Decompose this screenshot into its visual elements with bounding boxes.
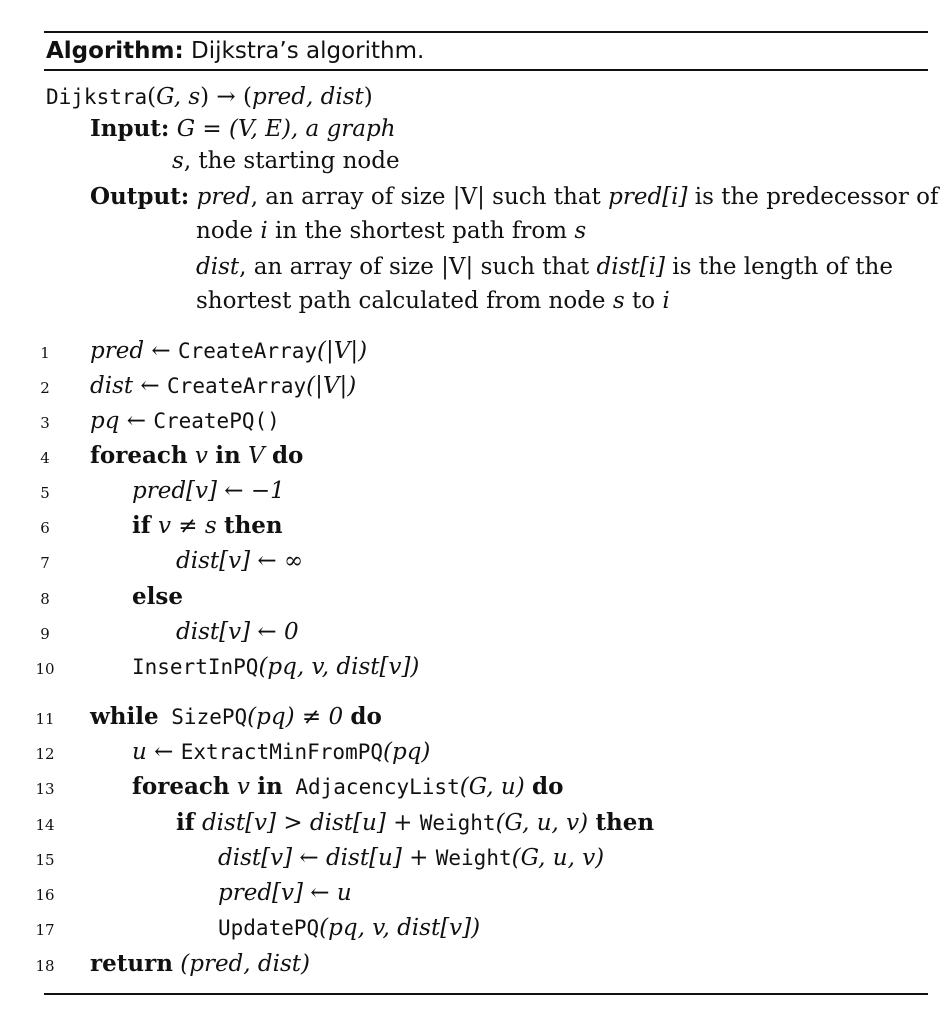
code-line: pred[v] ← u	[218, 880, 352, 906]
output-line-3: dist, an array of size |V| such that dist[i] is the length of the	[196, 254, 893, 280]
line-number: 8	[40, 590, 50, 608]
line-number: 18	[35, 957, 55, 975]
caption-label: Algorithm:	[46, 38, 184, 64]
code-line: return (pred, dist)	[90, 950, 310, 977]
code-line: u ← ExtractMinFromPQ(pq)	[132, 739, 431, 765]
code-line: foreach v in AdjacencyList(G, u) do	[132, 773, 564, 800]
caption-rule	[44, 69, 928, 71]
code-line: dist ← CreateArray(|V|)	[90, 373, 357, 399]
line-number: 6	[40, 519, 50, 537]
algorithm-caption	[46, 36, 424, 66]
line-number: 11	[35, 710, 55, 728]
caption-title: Dijkstra’s algorithm.	[191, 38, 425, 64]
code-line: if dist[v] > dist[u] + Weight(G, u, v) then	[176, 809, 655, 836]
code-line: InsertInPQ(pq, v, dist[v])	[132, 654, 420, 680]
line-number: 2	[40, 379, 50, 397]
output-line-2: node i in the shortest path from s	[196, 218, 587, 244]
line-number: 7	[40, 554, 50, 572]
line-number: 15	[35, 851, 55, 869]
top-rule	[44, 31, 928, 33]
line-number: 14	[35, 816, 55, 834]
code-line: foreach v in V do	[90, 442, 304, 469]
code-line: dist[v] ← 0	[176, 619, 299, 645]
code-line: UpdatePQ(pq, v, dist[v])	[218, 915, 481, 941]
code-line: else	[132, 583, 183, 610]
line-number: 17	[35, 921, 55, 939]
output-line-4: shortest path calculated from node s to i	[196, 288, 670, 314]
code-line: pred ← CreateArray(|V|)	[90, 338, 368, 364]
line-number: 9	[40, 625, 50, 643]
code-line: if v ≠ s then	[132, 512, 283, 539]
code-line: while SizePQ(pq) ≠ 0 do	[90, 703, 382, 730]
function-args: G, s	[156, 84, 201, 110]
line-number: 16	[35, 886, 55, 904]
output-line-1: Output: pred, an array of size |V| such that pred[i] is the predecessor of	[90, 183, 939, 210]
input-label: Input:	[90, 115, 170, 142]
bottom-rule	[44, 993, 928, 995]
line-number: 13	[35, 780, 55, 798]
line-number: 10	[35, 660, 55, 678]
function-name: Dijkstra	[46, 85, 148, 109]
line-number: 12	[35, 745, 55, 763]
line-number: 1	[40, 344, 50, 362]
code-line: dist[v] ← ∞	[176, 548, 304, 574]
function-signature: Dijkstra(G, s) → (pred, dist)	[46, 84, 373, 110]
line-number: 4	[40, 449, 50, 467]
code-line: pq ← CreatePQ()	[90, 408, 280, 434]
function-returns: pred, dist	[251, 84, 364, 110]
code-line: pred[v] ← −1	[132, 478, 285, 504]
line-number: 5	[40, 484, 50, 502]
input-line-2: s, the starting node	[172, 148, 400, 174]
line-number: 3	[40, 414, 50, 432]
code-line: dist[v] ← dist[u] + Weight(G, u, v)	[218, 845, 605, 871]
input-line-1: Input: G = (V, E), a graph	[90, 115, 396, 142]
output-label: Output:	[90, 183, 190, 210]
